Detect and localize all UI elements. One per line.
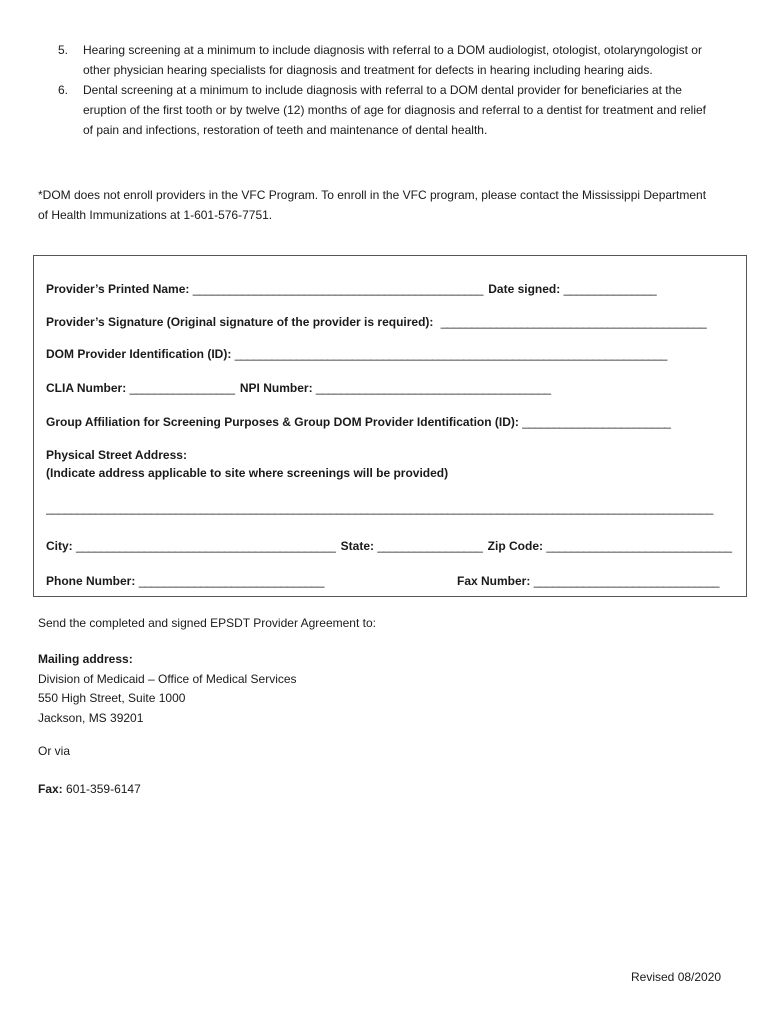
zip-label: Zip Code:	[487, 539, 543, 553]
group-field[interactable]: ________________________	[522, 415, 671, 429]
city-field[interactable]: __________________________________________	[76, 539, 336, 553]
mailing-line-3: Jackson, MS 39201	[38, 710, 144, 725]
fax-number-label: Fax Number:	[457, 574, 531, 588]
list-number: 6.	[58, 83, 69, 97]
clia-field[interactable]: _________________	[129, 381, 235, 395]
zip-field[interactable]: ______________________________	[546, 539, 732, 553]
street-label: Physical Street Address:	[46, 448, 187, 462]
mailing-line-1: Division of Medicaid – Office of Medical Services	[38, 671, 297, 686]
npi-field[interactable]: ______________________________________	[315, 381, 551, 395]
list-text: Hearing screening at a minimum to include diagnosis with referral to a DOM audiologist, otologist, otolaryngologist or other physician hearing specialists for diagnosis and treatment for defects in hearing including hearing aids.	[83, 43, 702, 77]
date-signed-field[interactable]: _______________	[563, 282, 657, 296]
printed-name-field[interactable]: _______________________________________________	[192, 282, 483, 296]
printed-name-row	[46, 282, 656, 296]
send-instructions: Send the completed and signed EPSDT Provider Agreement to:	[38, 616, 376, 630]
screening-list	[38, 40, 718, 140]
phone-label: Phone Number:	[46, 574, 136, 588]
mailing-line-2: 550 High Street, Suite 1000	[38, 691, 186, 705]
city-state-zip-row	[46, 539, 732, 553]
state-field[interactable]: _________________	[377, 539, 483, 553]
fax-contact	[38, 782, 141, 796]
group-label: Group Affiliation for Screening Purposes & Group DOM Provider Identification (ID):	[46, 415, 519, 429]
provider-form	[33, 255, 747, 597]
list-item	[38, 40, 718, 80]
mailing-heading: Mailing address:	[38, 652, 133, 666]
date-signed-label: Date signed:	[488, 282, 561, 296]
clia-npi-row	[46, 381, 551, 395]
or-via-text: Or via	[38, 744, 71, 758]
npi-label: NPI Number:	[239, 381, 313, 395]
signature-field[interactable]: ___________________________________________	[440, 315, 707, 329]
printed-name-label: Provider’s Printed Name:	[46, 282, 190, 296]
fax-row	[457, 574, 719, 588]
city-label: City:	[46, 539, 73, 553]
street-field[interactable]: ____________________________________________________________________________________________________________	[46, 501, 713, 515]
fax-number-field[interactable]: ______________________________	[533, 574, 719, 588]
dom-id-label: DOM Provider Identification (ID):	[46, 347, 232, 361]
mailing-address	[38, 650, 297, 728]
phone-row	[46, 574, 324, 588]
dom-id-row	[46, 347, 667, 361]
phone-field[interactable]: ______________________________	[138, 574, 324, 588]
list-item	[38, 80, 718, 140]
group-row	[46, 415, 670, 429]
dom-id-field[interactable]: ______________________________________________________________________	[234, 347, 667, 361]
list-text: Dental screening at a minimum to include diagnosis with referral to a DOM dental provider for beneficiaries at the eruption of the first tooth or by twelve (12) months of age for diagnosis and referral to a dentist for treatment and relief of pain and infections, restoration of teeth and maintenance of dental health.	[83, 83, 706, 137]
street-row	[46, 501, 734, 515]
revision-date: Revised 08/2020	[631, 970, 722, 984]
signature-row	[46, 315, 706, 329]
vfc-note: *DOM does not enroll providers in the VFC Program. To enroll in the VFC program, please contact the Mississippi Department of Health Immunizations at 1-601-576-7751.	[38, 188, 707, 222]
signature-label: Provider’s Signature (Original signature of the provider is required):	[46, 315, 434, 329]
fax-contact-label: Fax:	[38, 782, 63, 796]
list-number: 5.	[58, 43, 69, 57]
state-label: State:	[340, 539, 375, 553]
clia-label: CLIA Number:	[46, 381, 127, 395]
street-note: (Indicate address applicable to site where screenings will be provided)	[46, 466, 449, 480]
fax-contact-number: 601-359-6147	[66, 782, 141, 796]
